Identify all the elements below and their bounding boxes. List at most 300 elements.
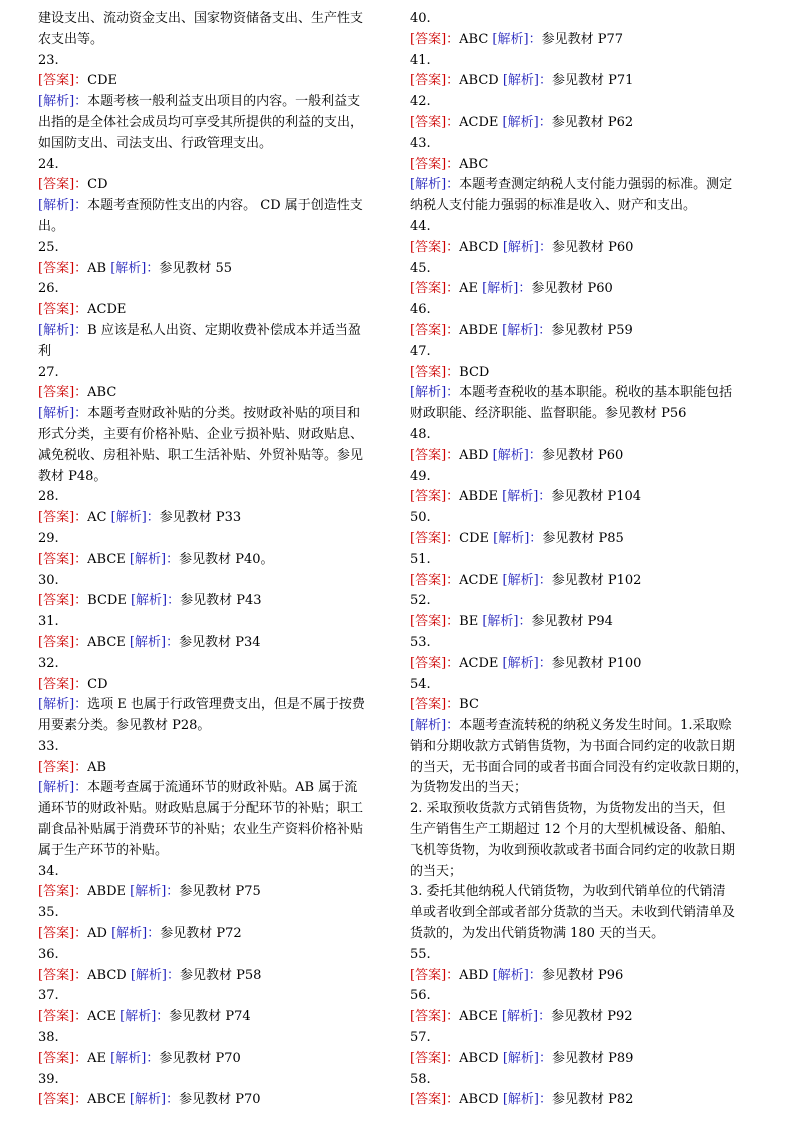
- line-text: 24.: [38, 156, 59, 172]
- line-text: 3. 委托其他纳税人代销货物，为收到代销单位的代销清: [410, 884, 726, 900]
- text-line: [410, 986, 760, 1007]
- line-text: 48.: [410, 426, 431, 442]
- reference-text: 参见教材 P94: [531, 614, 613, 630]
- line-text: 57.: [410, 1030, 431, 1046]
- line-text: 29.: [38, 530, 59, 546]
- text-line: [38, 986, 388, 1007]
- analysis-text: 本题考查预防性支出的内容。 CD 属于创造性支: [87, 198, 363, 214]
- answer-label: [答案]：: [38, 926, 88, 942]
- line-text: 2. 采取预收货款方式销售货物，为货物发出的当天，但: [410, 801, 726, 817]
- answer-label: [答案]：: [410, 1092, 460, 1108]
- text-line: [38, 841, 388, 862]
- answer-value: CDE: [459, 530, 494, 546]
- analysis-label: [解析]：: [38, 198, 88, 214]
- text-line: [410, 92, 760, 113]
- answer-label: [答案]：: [410, 572, 460, 588]
- text-line: [38, 591, 388, 612]
- analysis-text: 本题考核一般利益支出项目的内容。一般利益支: [87, 94, 361, 110]
- analysis-label: [解析]：: [482, 281, 532, 297]
- reference-text: 参见教材 P34: [179, 634, 261, 650]
- reference-text: 参见教材 P33: [159, 510, 242, 526]
- reference-text: 参见教材 P70: [179, 1092, 261, 1108]
- analysis-label: [解析]：: [110, 510, 160, 526]
- answer-label: [答案]：: [410, 114, 460, 130]
- reference-text: 参见教材 P60: [541, 447, 624, 463]
- answer-value: ABCD: [459, 239, 503, 255]
- analysis-text: 选项 E 也属于行政管理费支出，但是不属于按费: [87, 697, 365, 713]
- line-text: 农支出等。: [38, 31, 104, 47]
- reference-text: 参见教材 P58: [180, 967, 262, 983]
- text-line: [410, 675, 760, 696]
- answer-label: [答案]：: [38, 551, 88, 567]
- text-line: [38, 862, 388, 883]
- text-line: [38, 571, 388, 592]
- text-line: [38, 882, 388, 903]
- analysis-label: [解析]：: [110, 1050, 160, 1066]
- analysis-label: [解析]：: [492, 447, 542, 463]
- text-line: [410, 134, 760, 155]
- answer-label: [答案]：: [38, 385, 88, 401]
- text-line: [410, 820, 760, 841]
- answer-value: ABCE: [87, 634, 130, 650]
- analysis-text: 本题考查财政补贴的分类。按财政补贴的项目和: [87, 406, 361, 422]
- answer-label: [答案]：: [38, 260, 88, 276]
- answer-value: ABD: [459, 967, 493, 983]
- text-line: [38, 300, 388, 321]
- text-line: [410, 300, 760, 321]
- analysis-label: [解析]：: [502, 572, 552, 588]
- text-line: [410, 279, 760, 300]
- reference-text: 参见教材 P59: [551, 322, 633, 338]
- text-line: [38, 363, 388, 384]
- analysis-label: [解析]：: [129, 634, 180, 650]
- line-text: 55.: [410, 946, 431, 962]
- answer-value: ACDE: [87, 302, 127, 318]
- reference-text: 参见教材 55: [159, 260, 233, 276]
- analysis-label: [解析]：: [502, 1050, 552, 1066]
- text-line: [38, 217, 388, 238]
- analysis-label: [解析]：: [38, 697, 88, 713]
- analysis-label: [解析]：: [493, 530, 543, 546]
- answer-label: [答案]：: [410, 239, 460, 255]
- answer-label: [答案]：: [410, 489, 460, 505]
- text-line: [410, 1028, 760, 1049]
- reference-text: 参见教材 P60: [531, 281, 613, 297]
- reference-text: 参见教材 P74: [169, 1009, 251, 1025]
- line-text: 货款的，为发出代销货物满 180 天的当天。: [410, 926, 665, 942]
- text-line: [38, 737, 388, 758]
- answer-value: AC: [87, 510, 111, 526]
- text-line: [410, 799, 760, 820]
- reference-text: 参见教材 P85: [542, 530, 624, 546]
- line-text: 31.: [38, 614, 59, 630]
- text-line: [410, 342, 760, 363]
- text-line: [410, 882, 760, 903]
- answer-value: ABDE: [87, 884, 131, 900]
- analysis-text: 本题考查测定纳税人支付能力强弱的标准。测定: [459, 177, 733, 193]
- text-line: [410, 550, 760, 571]
- answer-label: [答案]：: [410, 530, 460, 546]
- answer-value: ABDE: [459, 489, 503, 505]
- answer-label: [答案]：: [38, 1050, 88, 1066]
- text-line: [38, 716, 388, 737]
- line-text: 如国防支出、司法支出、行政管理支出。: [38, 135, 273, 151]
- answer-label: [答案]：: [410, 364, 460, 380]
- analysis-text: 本题考查流转税的纳税义务发生时间。1.采取赊: [459, 718, 732, 734]
- analysis-label: [解析]：: [501, 1009, 552, 1025]
- text-line: [410, 363, 760, 384]
- answer-value: ACDE: [459, 114, 503, 130]
- answer-value: CD: [87, 676, 108, 692]
- answer-value: CDE: [87, 73, 118, 89]
- analysis-label: [解析]：: [410, 385, 460, 401]
- line-text: 47.: [410, 343, 431, 359]
- right-column: [410, 9, 760, 1111]
- analysis-label: [解析]：: [502, 489, 552, 505]
- answer-label: [答案]：: [38, 593, 88, 609]
- text-line: [38, 1028, 388, 1049]
- analysis-label: [解析]：: [502, 655, 552, 671]
- line-text: 45.: [410, 260, 431, 276]
- answer-label: [答案]：: [410, 697, 460, 713]
- answer-label: [答案]：: [410, 156, 460, 172]
- text-line: [38, 446, 388, 467]
- answer-value: AB: [87, 260, 111, 276]
- line-text: 34.: [38, 863, 59, 879]
- line-text: 建设支出、流动资金支出、国家物资储备支出、生产性支: [38, 11, 364, 26]
- reference-text: 参见教材 P104: [551, 489, 642, 505]
- answer-label: [答案]：: [410, 322, 460, 338]
- text-line: [410, 196, 760, 217]
- text-line: [38, 903, 388, 924]
- analysis-label: [解析]：: [120, 1009, 170, 1025]
- answer-value: ABCE: [459, 1009, 502, 1025]
- reference-text: 参见教材 P43: [180, 593, 262, 609]
- text-line: [410, 591, 760, 612]
- line-text: 51.: [410, 551, 431, 567]
- line-text: 23.: [38, 52, 59, 68]
- reference-text: 参见教材 P89: [552, 1050, 634, 1066]
- text-line: [38, 321, 388, 342]
- analysis-label: [解析]：: [492, 967, 542, 983]
- text-line: [38, 550, 388, 571]
- text-line: [410, 175, 760, 196]
- line-text: 25.: [38, 239, 59, 255]
- text-line: [410, 529, 760, 550]
- answer-value: ABCD: [459, 1050, 503, 1066]
- analysis-label: [解析]：: [502, 322, 552, 338]
- text-line: [38, 695, 388, 716]
- line-text: 35.: [38, 905, 59, 921]
- answer-label: [答案]：: [38, 967, 88, 983]
- answer-value: ACDE: [459, 572, 503, 588]
- text-line: [410, 758, 760, 779]
- text-line: [38, 134, 388, 155]
- answer-label: [答案]：: [410, 967, 460, 983]
- text-line: [410, 467, 760, 488]
- analysis-label: [解析]：: [130, 884, 180, 900]
- analysis-text: 本题考查税收的基本职能。税收的基本职能包括: [459, 385, 733, 401]
- analysis-label: [解析]：: [129, 1092, 180, 1108]
- text-line: [38, 259, 388, 280]
- text-line: [410, 1007, 760, 1028]
- text-line: [410, 425, 760, 446]
- text-line: [410, 1090, 760, 1111]
- text-line: [410, 633, 760, 654]
- answer-label: [答案]：: [410, 31, 460, 47]
- answer-label: [答案]：: [38, 759, 88, 775]
- text-line: [410, 259, 760, 280]
- analysis-label: [解析]：: [38, 322, 88, 338]
- text-line: [38, 30, 388, 51]
- line-text: 30.: [38, 572, 59, 588]
- line-text: 52.: [410, 593, 431, 609]
- line-text: 53.: [410, 634, 431, 650]
- text-line: [38, 92, 388, 113]
- text-line: [410, 737, 760, 758]
- line-text: 39.: [38, 1071, 59, 1087]
- text-line: [38, 342, 388, 363]
- text-line: [38, 675, 388, 696]
- text-line: [38, 1070, 388, 1091]
- answer-value: ABCD: [459, 73, 503, 89]
- line-text: 38.: [38, 1030, 59, 1046]
- text-line: [38, 1007, 388, 1028]
- text-line: [410, 9, 760, 30]
- answer-label: [答案]：: [38, 177, 88, 193]
- left-column: [38, 9, 388, 1111]
- answer-label: [答案]：: [410, 1009, 460, 1025]
- line-text: 属于生产环节的补贴。: [38, 842, 169, 858]
- line-text: 形式分类，主要有价格补贴、企业亏损补贴、财政贴息、: [38, 426, 364, 442]
- line-text: 纳税人支付能力强弱的标准是收入、财产和支出。: [410, 198, 697, 214]
- analysis-label: [解析]：: [38, 94, 88, 110]
- line-text: 42.: [410, 94, 431, 110]
- line-text: 用要素分类。参见教材 P28。: [38, 718, 211, 734]
- answer-value: ABC: [459, 156, 489, 172]
- reference-text: 参见教材 P71: [552, 73, 634, 89]
- answer-label: [答案]：: [38, 73, 88, 89]
- analysis-label: [解析]：: [502, 73, 552, 89]
- analysis-label: [解析]：: [410, 718, 460, 734]
- line-text: 54.: [410, 676, 431, 692]
- answer-label: [答案]：: [410, 73, 460, 89]
- answer-value: ABD: [459, 447, 493, 463]
- analysis-label: [解析]：: [111, 926, 161, 942]
- analysis-text: 本题考查属于流通环节的财政补贴。AB 属于流: [87, 780, 358, 796]
- text-line: [410, 945, 760, 966]
- text-line: [410, 51, 760, 72]
- analysis-label: [解析]：: [130, 967, 180, 983]
- answer-label: [答案]：: [38, 302, 88, 318]
- text-line: [410, 695, 760, 716]
- answer-value: BC: [459, 697, 479, 713]
- text-line: [38, 758, 388, 779]
- line-text: 37.: [38, 988, 59, 1004]
- text-line: [38, 196, 388, 217]
- answer-value: ABC: [459, 31, 493, 47]
- line-text: 28.: [38, 489, 59, 505]
- line-text: 飞机等货物，为收到预收款或者书面合同约定的收款日期: [410, 842, 736, 858]
- text-line: [410, 903, 760, 924]
- answer-value: ABCE: [87, 1092, 130, 1108]
- text-line: [38, 508, 388, 529]
- line-text: 41.: [410, 52, 431, 68]
- line-text: 26.: [38, 281, 59, 297]
- analysis-label: [解析]：: [502, 1092, 552, 1108]
- text-line: [38, 820, 388, 841]
- text-line: [410, 571, 760, 592]
- text-line: [38, 279, 388, 300]
- line-text: 27.: [38, 364, 59, 380]
- text-line: [410, 71, 760, 92]
- text-line: [38, 71, 388, 92]
- text-line: [410, 155, 760, 176]
- text-line: [410, 778, 760, 799]
- line-text: 56.: [410, 988, 431, 1004]
- answer-label: [答案]：: [38, 1009, 88, 1025]
- reference-text: 参见教材 P82: [552, 1092, 634, 1108]
- text-line: [410, 404, 760, 425]
- line-text: 为货物发出的当天；: [410, 780, 528, 796]
- text-line: [410, 30, 760, 51]
- text-line: [38, 155, 388, 176]
- text-line: [38, 487, 388, 508]
- line-text: 40.: [410, 11, 431, 26]
- reference-text: 参见教材 P102: [551, 572, 642, 588]
- line-text: 教材 P48。: [38, 468, 107, 484]
- analysis-label: [解析]：: [502, 114, 552, 130]
- text-line: [38, 383, 388, 404]
- answer-value: BCD: [459, 364, 490, 380]
- line-text: 通环节的财政补贴。财政贴息属于分配环节的补贴；职工: [38, 801, 364, 817]
- line-text: 46.: [410, 302, 431, 318]
- text-line: [38, 945, 388, 966]
- answer-label: [答案]：: [38, 884, 88, 900]
- analysis-label: [解析]：: [129, 551, 180, 567]
- text-line: [410, 238, 760, 259]
- analysis-label: [解析]：: [38, 406, 88, 422]
- line-text: 44.: [410, 218, 431, 234]
- answer-label: [答案]：: [410, 655, 460, 671]
- analysis-label: [解析]：: [492, 31, 542, 47]
- text-line: [38, 529, 388, 550]
- text-line: [410, 446, 760, 467]
- text-line: [38, 654, 388, 675]
- answer-value: BCDE: [87, 593, 131, 609]
- text-line: [38, 1049, 388, 1070]
- answer-value: ABC: [87, 385, 117, 401]
- line-text: 49.: [410, 468, 431, 484]
- text-line: [38, 966, 388, 987]
- text-line: [410, 716, 760, 737]
- line-text: 32.: [38, 655, 59, 671]
- line-text: 副食品补贴属于消费环节的补贴；农业生产资料价格补贴: [38, 822, 364, 838]
- answer-value: AD: [87, 926, 112, 942]
- answer-value: AE: [459, 281, 483, 297]
- line-text: 58.: [410, 1071, 431, 1087]
- answer-value: ABCD: [87, 967, 131, 983]
- answer-value: CD: [87, 177, 108, 193]
- text-line: [38, 113, 388, 134]
- text-line: [38, 612, 388, 633]
- analysis-label: [解析]：: [38, 780, 88, 796]
- line-text: 单或者收到全部或者部分货款的当天。未收到代销清单及: [410, 905, 736, 921]
- text-line: [410, 654, 760, 675]
- answer-value: ACDE: [459, 655, 503, 671]
- text-line: [410, 217, 760, 238]
- text-line: [410, 862, 760, 883]
- answer-label: [答案]：: [38, 1092, 88, 1108]
- text-line: [410, 508, 760, 529]
- analysis-label: [解析]：: [502, 239, 552, 255]
- text-line: [38, 51, 388, 72]
- text-line: [410, 1070, 760, 1091]
- line-text: 的当天；: [410, 863, 463, 879]
- text-line: [38, 238, 388, 259]
- reference-text: 参见教材 P77: [541, 31, 623, 47]
- line-text: 利: [38, 343, 52, 359]
- answer-value: ABDE: [459, 322, 503, 338]
- answer-value: ABCD: [459, 1092, 503, 1108]
- line-text: 33.: [38, 738, 59, 754]
- answer-label: [答案]：: [410, 614, 460, 630]
- text-line: [38, 778, 388, 799]
- text-line: [410, 487, 760, 508]
- text-line: [38, 404, 388, 425]
- answer-value: AB: [87, 759, 107, 775]
- answer-value: ACE: [87, 1009, 121, 1025]
- line-text: 43.: [410, 135, 431, 151]
- reference-text: 参见教材 P40。: [179, 551, 274, 567]
- text-line: [410, 612, 760, 633]
- line-text: 出指的是全体社会成员均可享受其所提供的利益的支出，: [38, 114, 364, 130]
- answer-value: BE: [459, 614, 483, 630]
- analysis-label: [解析]：: [482, 614, 532, 630]
- reference-text: 参见教材 P96: [541, 967, 624, 983]
- line-text: 减免税收、房租补贴、职工生活补贴、外贸补贴等。参见: [38, 447, 364, 463]
- text-line: [410, 1049, 760, 1070]
- reference-text: 参见教材 P62: [551, 114, 634, 130]
- text-line: [38, 425, 388, 446]
- answer-label: [答案]：: [410, 1050, 460, 1066]
- reference-text: 参见教材 P60: [552, 239, 634, 255]
- answer-value: AE: [87, 1050, 111, 1066]
- analysis-label: [解析]：: [130, 593, 181, 609]
- analysis-label: [解析]：: [410, 177, 460, 193]
- reference-text: 参见教材 P70: [159, 1050, 241, 1066]
- line-text: 生产销售生产工期超过 12 个月的大型机械设备、船舶、: [410, 822, 734, 838]
- text-line: [38, 633, 388, 654]
- text-line: [410, 841, 760, 862]
- answer-value: ABCE: [87, 551, 130, 567]
- line-text: 50.: [410, 510, 431, 526]
- answer-label: [答案]：: [38, 634, 88, 650]
- answer-label: [答案]：: [410, 447, 460, 463]
- reference-text: 参见教材 P92: [551, 1009, 633, 1025]
- analysis-label: [解析]：: [110, 260, 160, 276]
- line-text: 的当天，无书面合同的或者书面合同没有约定收款日期的，: [410, 759, 749, 775]
- text-line: [38, 467, 388, 488]
- reference-text: 参见教材 P75: [179, 884, 261, 900]
- text-line: [410, 321, 760, 342]
- line-text: 销和分期收款方式销售货物，为书面合同约定的收款日期: [410, 738, 736, 754]
- text-line: [410, 113, 760, 134]
- line-text: 财政职能、经济职能、监督职能。参见教材 P56: [410, 406, 687, 422]
- text-line: [410, 966, 760, 987]
- answer-label: [答案]：: [410, 281, 460, 297]
- reference-text: 参见教材 P72: [160, 926, 242, 942]
